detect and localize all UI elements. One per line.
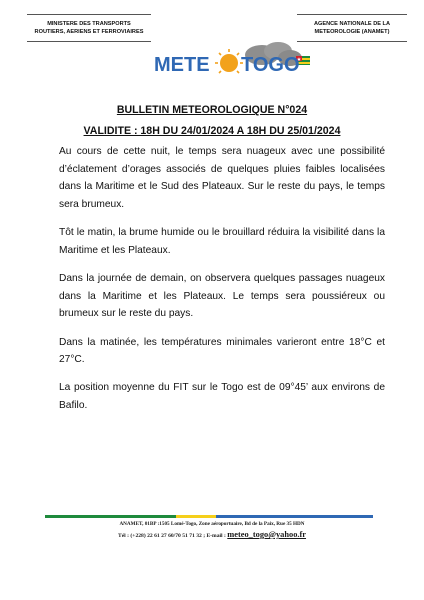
footer-contact	[0, 530, 424, 539]
logo-text-meteo: METE	[154, 54, 210, 76]
footer-color-bar	[45, 515, 373, 518]
validity-period: VALIDITE : 18H DU 24/01/2024 A 18H DU 25/01/2024	[83, 125, 341, 137]
ministry-line-2: ROUTIERS, AERIENS ET FERROVIAIRES	[34, 29, 144, 35]
forecast-paragraph: Au cours de cette nuit, le temps sera nuageux avec une possibilité d’éclatement d’orages associés de quelques pluies faibles localisées dans la Maritime et le Sud des Plateaux. Sur le reste du pays, le temps sera brumeux.	[59, 146, 385, 211]
forecast-paragraph: La position moyenne du FIT sur le Togo est de 09°45’ aux environs de Bafilo.	[59, 382, 385, 411]
bulletin-title: BULLETIN METEOROLOGIQUE N°024	[116, 104, 308, 116]
footer-phone: Tél : (+228) 22 61 27 60/70 51 71 32 ; E-mail :	[117, 533, 228, 539]
meteo-togo-logo	[150, 40, 315, 80]
footer-email-link[interactable]: meteo_togo@yahoo.fr	[227, 530, 307, 539]
forecast-paragraph: Tôt le matin, la brume humide ou le brouillard réduira la visibilité dans la Maritime et les Plateaux.	[59, 227, 385, 256]
agency-header	[297, 14, 407, 42]
agency-line-2: METEOROLOGIE (ANAMET)	[314, 29, 390, 35]
footer-address: ANAMET, 01BP :1505 Lomé-Togo, Zone aéroportuaire, Bd de la Paix, Rue 35 HDN	[119, 521, 305, 527]
forecast-paragraph: Dans la matinée, les températures minimales varieront entre 18°C et 27°C.	[59, 336, 385, 366]
sun-icon	[215, 49, 243, 73]
ministry-line-1: MINISTERE DES TRANSPORTS	[47, 21, 131, 27]
footer-bar-blue	[216, 515, 373, 518]
ministry-header	[27, 14, 151, 42]
forecast-body	[59, 143, 385, 425]
forecast-paragraph: Dans la journée de demain, on observera quelques passages nuageux dans la Maritime et les Plateaux. Le temps sera poussiéreux ou brumeux sur le reste du pays.	[59, 273, 385, 320]
logo-text-togo: TOGO	[241, 54, 300, 76]
footer-bar-green	[45, 515, 176, 518]
agency-line-1: AGENCE NATIONALE DE LA	[313, 21, 391, 27]
footer-bar-yellow	[176, 515, 215, 518]
